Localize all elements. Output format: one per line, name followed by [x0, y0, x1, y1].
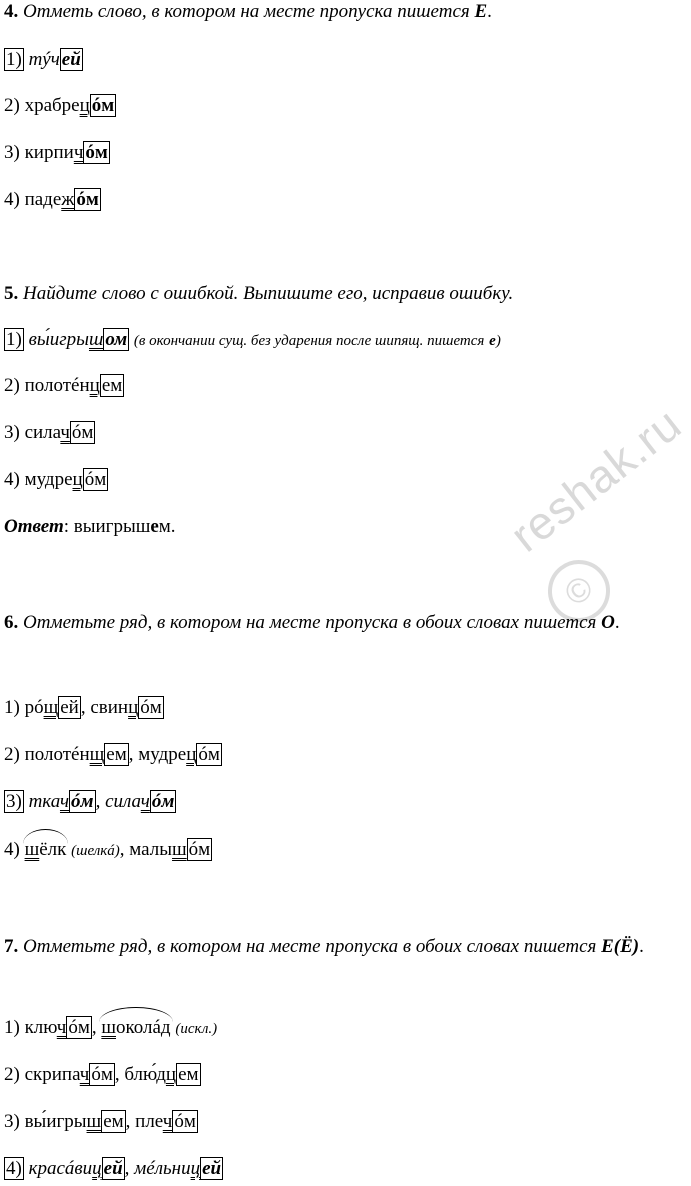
answer-mark: 3): [6, 791, 22, 812]
q4-option-3: 3) кирпич óм: [4, 142, 108, 163]
q6-title: 6. Отметьте ряд, в котором на месте пропуска в обоих словах пишется О.: [4, 612, 620, 633]
q4-option-1: 1) тýч ей: [6, 49, 81, 70]
q6-option-1: 1) рóщ ей , свинц óм: [4, 697, 162, 718]
ending-box: ом: [105, 329, 128, 350]
ending-box: óм: [151, 791, 175, 812]
q5-option-2: 2) полотéнц ем: [4, 375, 123, 396]
ending-box: óм: [198, 744, 220, 765]
ending-box: óм: [84, 469, 107, 490]
copyright-icon: ©: [535, 547, 622, 634]
ending-box: ем: [103, 1111, 124, 1132]
q7-option-2: 2) скрипач óм , блю́дц ем: [4, 1064, 199, 1085]
ending-box: óм: [68, 1017, 90, 1038]
q7-option-1: 1) ключ óм , шоколáд (искл.): [4, 1017, 218, 1038]
q6-option-2: 2) полотéнщ ем , мудрец óм: [4, 744, 220, 765]
ending-box: óм: [71, 422, 94, 443]
q5-answer: Ответ: выигрышем.: [4, 516, 176, 537]
q4-option-2: 2) храбрец óм: [4, 95, 115, 116]
watermark: reshak.ru: [500, 397, 691, 562]
ending-box: ей: [103, 1158, 123, 1179]
q5-option-3: 3) силач óм: [4, 422, 94, 443]
ending-box: óм: [140, 697, 162, 718]
answer-mark: 1): [6, 329, 22, 350]
q7-option-4: 4) красáвиц ей , мéльниц ей: [6, 1158, 222, 1179]
ending-box: óм: [85, 142, 108, 163]
answer-mark: 4): [6, 1158, 22, 1179]
ending-box: óм: [91, 95, 115, 116]
ending-box: óм: [174, 1111, 196, 1132]
q7-option-3: 3) вы́игрыш ем , плеч óм: [4, 1111, 196, 1132]
q6-option-4: 4) шёлк (шелкá), малыш óм: [4, 839, 211, 860]
answer-mark: 1): [6, 49, 22, 70]
q7-title: 7. Отметьте ряд, в котором на месте пропуска в обоих словах пишется Е(Ё).: [4, 936, 644, 957]
ending-box: ем: [178, 1064, 199, 1085]
ending-box: óм: [188, 839, 211, 860]
q6-option-3: 3) ткач óм , силач óм: [6, 791, 175, 812]
root-arc: шоколáд: [101, 1017, 171, 1038]
ending-box: ем: [106, 744, 127, 765]
ending-box: óм: [71, 791, 94, 812]
ending-box: ем: [101, 375, 123, 396]
root-arc: шёлк: [24, 839, 67, 860]
q5-option-4: 4) мудрец óм: [4, 469, 107, 490]
q5-option-1: 1) вы́игрыш ом (в окончании сущ. без ударения после шипящ. пишется е): [6, 329, 501, 350]
ending-box: ей: [202, 1158, 222, 1179]
ending-box: ей: [61, 49, 81, 70]
ending-box: óм: [76, 189, 99, 210]
q4-title: 4. Отметь слово, в котором на месте пропуска пишется Е.: [4, 1, 492, 22]
ending-box: óм: [91, 1064, 113, 1085]
q4-option-4: 4) падеж óм: [4, 189, 99, 210]
q5-title: 5. Найдите слово с ошибкой. Выпишите его, исправив ошибку.: [4, 283, 514, 304]
ending-box: ей: [60, 697, 79, 718]
